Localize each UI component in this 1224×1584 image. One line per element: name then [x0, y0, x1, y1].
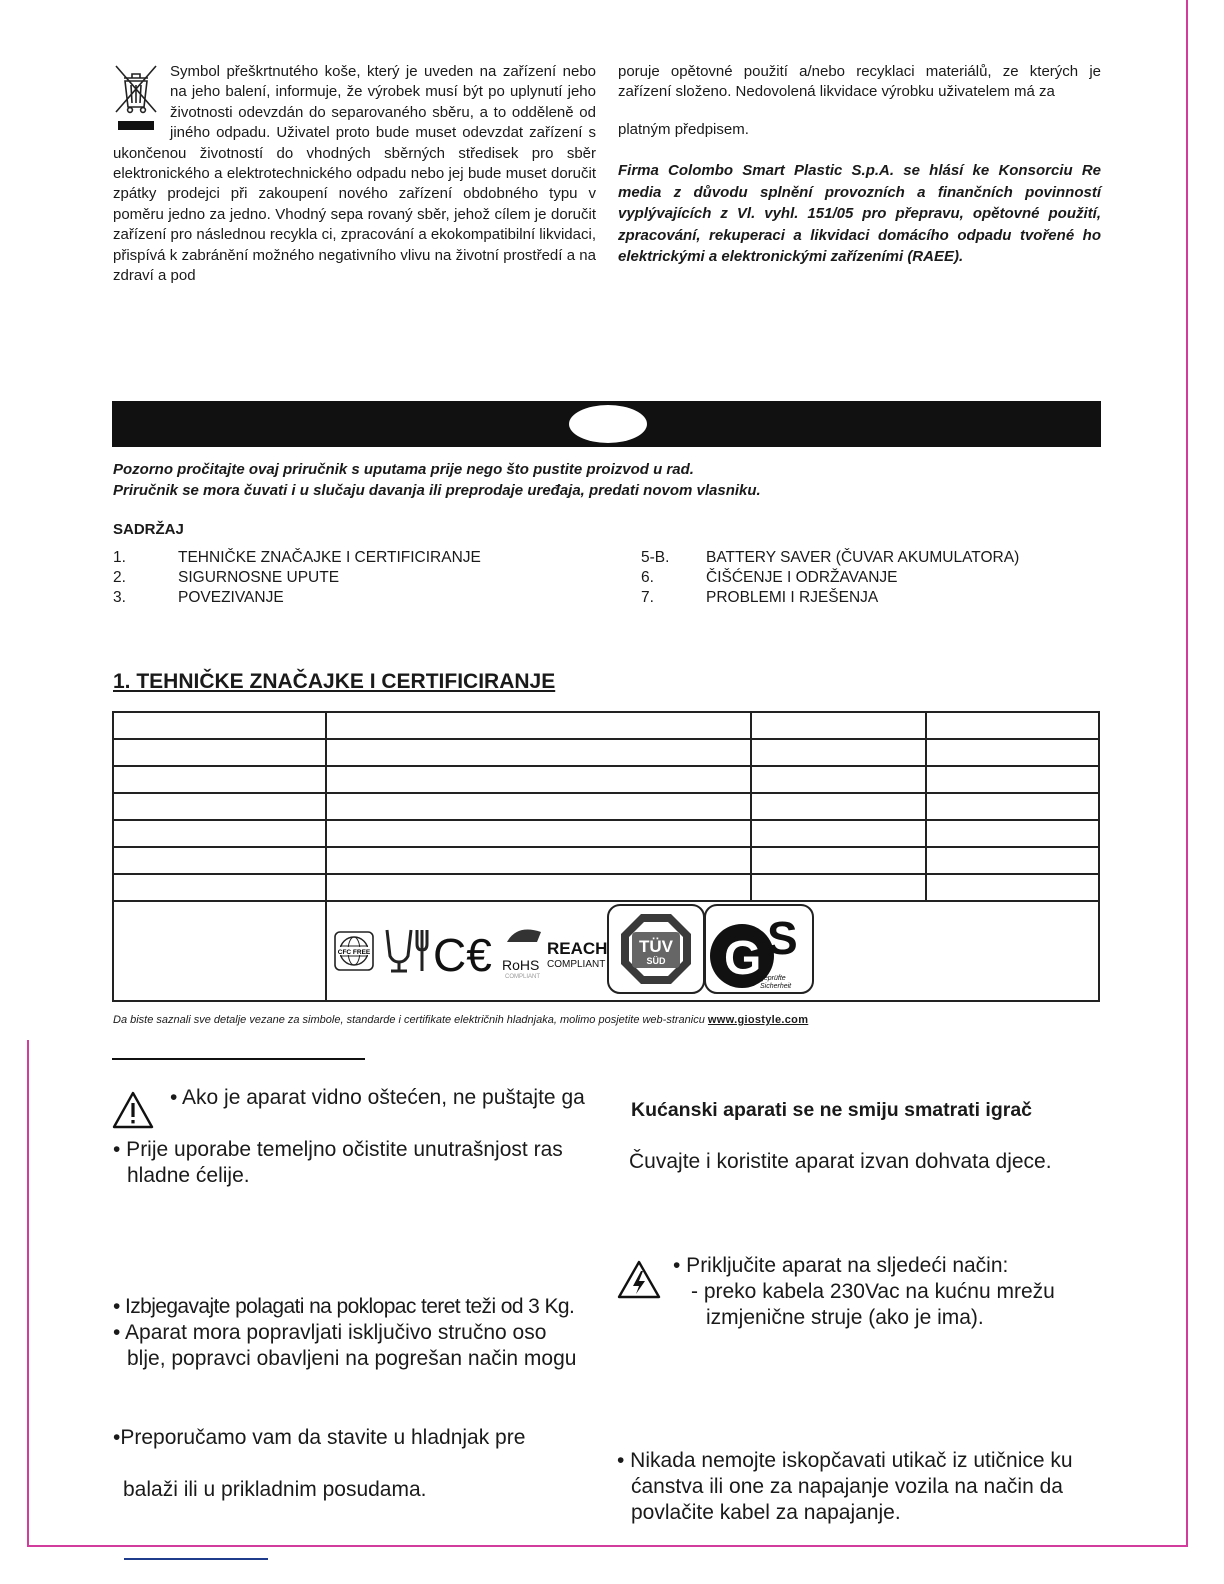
toc-item: 2. SIGURNOSNE UPUTE: [113, 569, 340, 586]
weee-paragraph-end: platným předpisem.: [618, 121, 749, 138]
toc-right-column: [641, 548, 1019, 608]
safety-connect-cable: - preko kabela 230Vac na kućnu mrežu: [691, 1280, 1055, 1303]
safety-unplug-cont-2: povlačite kabel za napajanje.: [631, 1501, 901, 1524]
safety-connect-cable-cont: izmjenične struje (ako je ima).: [706, 1306, 984, 1329]
svg-text:geprüfte: geprüfte: [760, 975, 786, 982]
svg-text:CFC FREE: CFC FREE: [337, 949, 371, 956]
tuv-sud-logo: [608, 905, 704, 993]
svg-text:TÜV: TÜV: [639, 937, 673, 956]
safety-item-damaged: • Ako je aparat vidno oštećen, ne puštajte ga: [170, 1086, 585, 1109]
page-border-bottom: [27, 1545, 1188, 1547]
safety-item-packaging-cont: balaži ili u prikladnim posudama.: [123, 1478, 427, 1501]
safety-item-packaging: •Preporučamo vam da stavite u hladnjak pre: [113, 1426, 526, 1449]
safety-children-toys: Kućanski aparati se ne smiju smatrati igrač: [631, 1099, 1033, 1121]
table-row: [113, 712, 1099, 739]
svg-text:REACH: REACH: [547, 939, 608, 958]
svg-text:SÜD: SÜD: [646, 956, 666, 966]
gs-logo: [705, 905, 813, 993]
cfc-free-logo: [335, 932, 373, 970]
safety-item-repair-cont: blje, popravci obavljeni na pogrešan način mogu: [127, 1347, 577, 1370]
toc-heading: SADRŽAJ: [113, 521, 184, 538]
safety-unplug-cont: ćanstva ili one za napajanje vozila na način da: [631, 1475, 1063, 1498]
toc-item: 7. PROBLEMI I RJEŠENJA: [641, 589, 879, 606]
table-row: [113, 874, 1099, 901]
table-row: [113, 820, 1099, 847]
safety-children-reach: Čuvajte i koristite aparat izvan dohvata djece.: [629, 1150, 1052, 1173]
rohs-reach-logo: [502, 930, 607, 980]
table-row: [113, 739, 1099, 766]
toc-left-column: [113, 548, 481, 608]
manual-warning-line-2: Priručnik se mora čuvati i u slučaju davanja ili preprodaje uređaja, predati novom vlasniku.: [113, 481, 761, 499]
safety-item-weight: • Izbjegavajte polagati na poklopac teret teži od 3 Kg.: [113, 1295, 575, 1318]
giostyle-website-link[interactable]: www.giostyle.com: [707, 1014, 809, 1026]
safety-item-repair: • Aparat mora popravljati isključivo stručno oso: [113, 1321, 547, 1344]
manual-warning: [113, 460, 761, 501]
toc-item: 5-B. BATTERY SAVER (ČUVAR AKUMULATORA): [641, 549, 1020, 566]
svg-text:G: G: [724, 932, 762, 985]
safety-unplug: • Nikada nemojte iskopčavati utikač iz utičnice ku: [617, 1449, 1073, 1472]
food-safe-icon: [387, 930, 427, 971]
safety-connect: • Priključite aparat na sljedeći način:: [673, 1254, 1009, 1277]
page-border-right: [1186, 0, 1188, 1546]
certification-note: Da biste saznali sve detalje vezane za simbole, standarde i certifikate električnih hladnjaka, molimo posjetite web-stranicu www.giostyle.com: [113, 1014, 809, 1026]
certification-row: [113, 901, 1099, 1001]
toc-item: 3. POVEZIVANJE: [113, 589, 284, 606]
table-row: [113, 847, 1099, 874]
svg-text:Sicherheit: Sicherheit: [760, 983, 792, 990]
table-row: [113, 793, 1099, 820]
weee-paragraph-continued: poruje opětovné použití a/nebo recyklaci materiálů, ze kterých je zařízení složeno. Nedovolená likvidace výrobku uživatelem má za: [618, 63, 1101, 101]
toc-item: 1. TEHNIČKE ZNAČAJKE I CERTIFICIRANJE: [113, 549, 481, 566]
warning-triangle-icon: [112, 1090, 154, 1130]
safety-item-clean-cont: hladne ćelije.: [127, 1164, 250, 1187]
svg-text:RoHS: RoHS: [502, 957, 540, 973]
table-row: [113, 766, 1099, 793]
weee-paragraph: Symbol přeškrtnutého koše, který je uveden na zařízení nebo na jeho balení, informuje, že výrobek musí být po uplynutí jeho životnosti odevzdán do separovaného sběru, a to odděleně od jiného odpadu. Uživatel proto bude muset odevzdat zařízení s ukončenou životností do vhodných sběrných středisek pro sběr elektronického a elektrotechnického odpadu nebo jej bude muset doručit zpátky prodejci při zakoupení nového zařízení obdobného typu v poměru jedno za jedno. Vhodný sepa rovaný sběr, jehož cílem je doručit zařízení pro následnou recykla ci, zpracování a ekokompatibilní likvidaci, přispívá k zabránění možného negativního vlivu na životní prostředí a na zdraví a pod: [113, 63, 596, 285]
language-badge: [569, 405, 647, 443]
page-footer-line: [124, 1558, 268, 1560]
ce-mark: C€: [433, 929, 492, 981]
consortium-statement: Firma Colombo Smart Plastic S.p.A. se hlásí ke Konsorciu Re media z důvodu splnění provozních a finančních povinností vyplývajících z Vl. vyhl. 151/05 pro přepravu, opětovné použití, zpracování, rekuperaci a likvidaci domácího odpadu tvořené ho elektrickými a elektronickými zařízeními (RAEE).: [618, 162, 1101, 265]
svg-text:S: S: [767, 912, 798, 964]
svg-text:COMPLIANT: COMPLIANT: [547, 959, 606, 970]
toc-item: 6. ČIŠĆENJE I ODRŽAVANJE: [641, 569, 898, 586]
spec-table: [112, 711, 1100, 1002]
certification-logos: [327, 902, 1098, 995]
page-border-left: [27, 1040, 29, 1546]
section-divider: [112, 1058, 365, 1060]
electric-hazard-icon: [617, 1259, 661, 1300]
svg-text:COMPLIANT: COMPLIANT: [505, 974, 541, 980]
safety-item-clean: • Prije uporabe temeljno očistite unutrašnjost ras: [113, 1138, 563, 1161]
section-1-title: 1. TEHNIČKE ZNAČAJKE I CERTIFICIRANJE: [113, 670, 556, 693]
manual-warning-line-1: Pozorno pročitajte ovaj priručnik s uputama prije nego što pustite proizvod u rad.: [113, 461, 694, 478]
